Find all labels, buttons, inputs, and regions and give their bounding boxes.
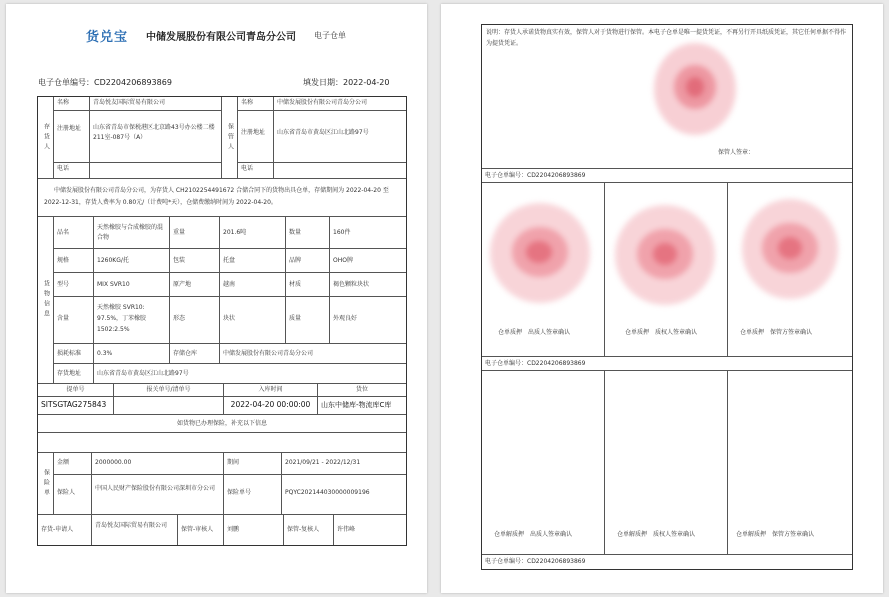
insurance-group-label: 保险单 bbox=[38, 453, 54, 515]
pledge-label-1: 仓单质押 出质人签章确认 bbox=[498, 329, 571, 336]
receipt-number-bar-2: 电子仓单编号：CD2204206893869 bbox=[482, 357, 852, 371]
insurance-insurer: 中国人民财产保险股份有限公司深圳市分公司 bbox=[92, 475, 224, 515]
receipt-number-bar-1: 电子仓单编号：CD2204206893869 bbox=[482, 169, 852, 183]
depositor-phone bbox=[90, 163, 222, 179]
depositor-name: 青岛悦友国际贸易有限公司 bbox=[90, 97, 222, 111]
custodian-group-label: 保管人 bbox=[222, 97, 238, 179]
lading-header-bill: 提单号 bbox=[38, 384, 114, 397]
goods-material: 褐色颗粒块状 bbox=[330, 273, 406, 297]
insurance-spacer bbox=[38, 433, 406, 453]
lading-location: 山东中储库-物流库C库 bbox=[318, 397, 406, 415]
goods-content: 天然橡胶 SVR10: 97.5%，丁苯橡胶 1502:2.5% bbox=[94, 297, 170, 344]
custodian-reg-label: 注册地址 bbox=[238, 111, 274, 163]
storage-statement: 中储发展股份有限公司青岛分公司，为存货人 CH2102254491672 合储合同下的货物出具仓单，存储期间为 2022-04-20 至 2022-12-31，存货人费率为 0.80元/（计费吨*天），仓储费缴纳时间为 2022-04-20。 bbox=[38, 179, 406, 217]
goods-spec-label: 规格 bbox=[54, 249, 94, 273]
document-type: 电子仓单 bbox=[314, 31, 346, 40]
lading-header-time: 入库时间 bbox=[224, 384, 318, 397]
custody-note: 说明：存货人承诺货物真实有效，保管人对于货物进行保管。本电子仓单是唯一提货凭证，不再另行开具纸质凭证，其它任何单据不得作为提货凭证。 bbox=[486, 29, 847, 47]
pledgee-stamp bbox=[615, 205, 715, 305]
insurance-amount: 2000000.00 bbox=[92, 453, 224, 475]
keeper-stamp bbox=[654, 43, 736, 135]
pledge-cell-3 bbox=[728, 183, 852, 357]
goods-content-label: 含量 bbox=[54, 297, 94, 344]
goods-weight-label: 重量 bbox=[170, 217, 220, 249]
goods-quality-label: 质量 bbox=[286, 297, 330, 344]
custodian-name: 中储发展股份有限公司青岛分公司 bbox=[274, 97, 406, 111]
goods-form-label: 形态 bbox=[170, 297, 220, 344]
goods-pack-label: 包装 bbox=[170, 249, 220, 273]
rechecker-name: 许伟峰 bbox=[337, 526, 356, 533]
goods-standard-label: 损耗标准 bbox=[54, 344, 94, 364]
goods-quality: 外观良好 bbox=[330, 297, 406, 344]
goods-address-label: 存货地址 bbox=[54, 364, 94, 384]
goods-origin: 越南 bbox=[220, 273, 286, 297]
goods-spec: 1260KG/托 bbox=[94, 249, 170, 273]
insurance-policy-label: 保险单号 bbox=[224, 475, 282, 515]
custodian-name-label: 名称 bbox=[238, 97, 274, 111]
lading-time: 2022-04-20 00:00:00 bbox=[224, 397, 318, 415]
release-cell-3 bbox=[728, 371, 852, 555]
applicant-label: 存货-申请人 bbox=[38, 515, 92, 545]
pledge-label-3: 仓单质押 保管方签章确认 bbox=[740, 329, 813, 336]
depositor-reg-label: 注册地址 bbox=[54, 111, 90, 163]
goods-form: 块状 bbox=[220, 297, 286, 344]
reviewer-name: 刘鹏 bbox=[224, 515, 284, 545]
goods-material-label: 材质 bbox=[286, 273, 330, 297]
insurance-policy: PQYC202144030000009196 bbox=[282, 475, 406, 515]
pledge-cell-2 bbox=[605, 183, 728, 357]
receipt-table bbox=[37, 96, 407, 546]
rechecker-label: 保管-复核人 bbox=[284, 515, 334, 545]
goods-standard: 0.3% bbox=[94, 344, 170, 364]
receipt-page-back bbox=[441, 4, 883, 593]
insurance-amount-label: 金额 bbox=[54, 453, 92, 475]
goods-name: 天然橡胶与合成橡胶的混合物 bbox=[94, 217, 170, 249]
custodian-reg-address: 山东省青岛市黄岛区江山北路97号 bbox=[274, 111, 406, 163]
goods-model: MIX SVR10 bbox=[94, 273, 170, 297]
release-cell-2 bbox=[605, 371, 728, 555]
goods-qty: 160件 bbox=[330, 217, 406, 249]
company-title: 中储发展股份有限公司青岛分公司 bbox=[146, 32, 296, 43]
lading-bill-number: SITSGTAG275843 bbox=[38, 397, 114, 415]
insurance-period-label: 期间 bbox=[224, 453, 282, 475]
custodian-stamp bbox=[742, 199, 838, 299]
release-label-2: 仓单解质押 质权人签章确认 bbox=[617, 531, 696, 538]
lading-header-report: 报关单号/清单号 bbox=[114, 384, 224, 397]
reviewer-label: 保管-审核人 bbox=[178, 515, 224, 545]
goods-qty-label: 数量 bbox=[286, 217, 330, 249]
depositor-name-label: 名称 bbox=[54, 97, 90, 111]
release-cell-1 bbox=[482, 371, 605, 555]
lading-report-number bbox=[114, 397, 224, 415]
goods-name-label: 品名 bbox=[54, 217, 94, 249]
pledge-table bbox=[481, 24, 853, 570]
goods-address: 山东省青岛市黄岛区江山北路97号 bbox=[94, 364, 406, 384]
pledgor-stamp bbox=[490, 203, 590, 303]
goods-group-label: 货物信息 bbox=[38, 217, 54, 384]
lading-header-location: 货位 bbox=[318, 384, 406, 397]
goods-pack: 托盘 bbox=[220, 249, 286, 273]
logo: 货兑宝 bbox=[86, 30, 129, 45]
custody-note-cell bbox=[482, 25, 852, 169]
depositor-group-label: 存货人 bbox=[38, 97, 54, 179]
goods-brand: OHO牌 bbox=[330, 249, 406, 273]
receipt-page-front bbox=[6, 4, 427, 593]
goods-weight: 201.6吨 bbox=[220, 217, 286, 249]
goods-brand-label: 品牌 bbox=[286, 249, 330, 273]
custodian-phone bbox=[274, 163, 406, 179]
goods-model-label: 型号 bbox=[54, 273, 94, 297]
pledge-cell-1 bbox=[482, 183, 605, 357]
goods-origin-label: 原产地 bbox=[170, 273, 220, 297]
release-label-1: 仓单解质押 出质人签章确认 bbox=[494, 531, 573, 538]
issue-date: 填发日期：2022-04-20 bbox=[303, 78, 390, 87]
insurance-period: 2021/09/21 - 2022/12/31 bbox=[282, 453, 406, 475]
receipt-number-bar-3: 电子仓单编号：CD2204206893869 bbox=[485, 558, 586, 565]
goods-warehouse-label: 存储仓库 bbox=[170, 344, 220, 364]
applicant-name: 青岛悦友国际贸易有限公司 bbox=[92, 515, 178, 545]
depositor-reg-address: 山东省青岛市保税港区北京路43号办公楼二楼211室-087号（A） bbox=[90, 111, 222, 163]
custodian-phone-label: 电话 bbox=[238, 163, 274, 179]
depositor-phone-label: 电话 bbox=[54, 163, 90, 179]
pledge-label-2: 仓单质押 质权人签章确认 bbox=[625, 329, 698, 336]
goods-warehouse: 中储发展股份有限公司青岛分公司 bbox=[220, 344, 406, 364]
insurance-insurer-label: 保险人 bbox=[54, 475, 92, 515]
receipt-number: 电子仓单编号：CD2204206893869 bbox=[38, 78, 172, 87]
insurance-note: 如货物已办理保险，补充以下信息 bbox=[38, 415, 406, 433]
release-label-3: 仓单解质押 保管方签章确认 bbox=[736, 531, 815, 538]
keeper-sign-label: 保管人签章： bbox=[718, 149, 755, 156]
